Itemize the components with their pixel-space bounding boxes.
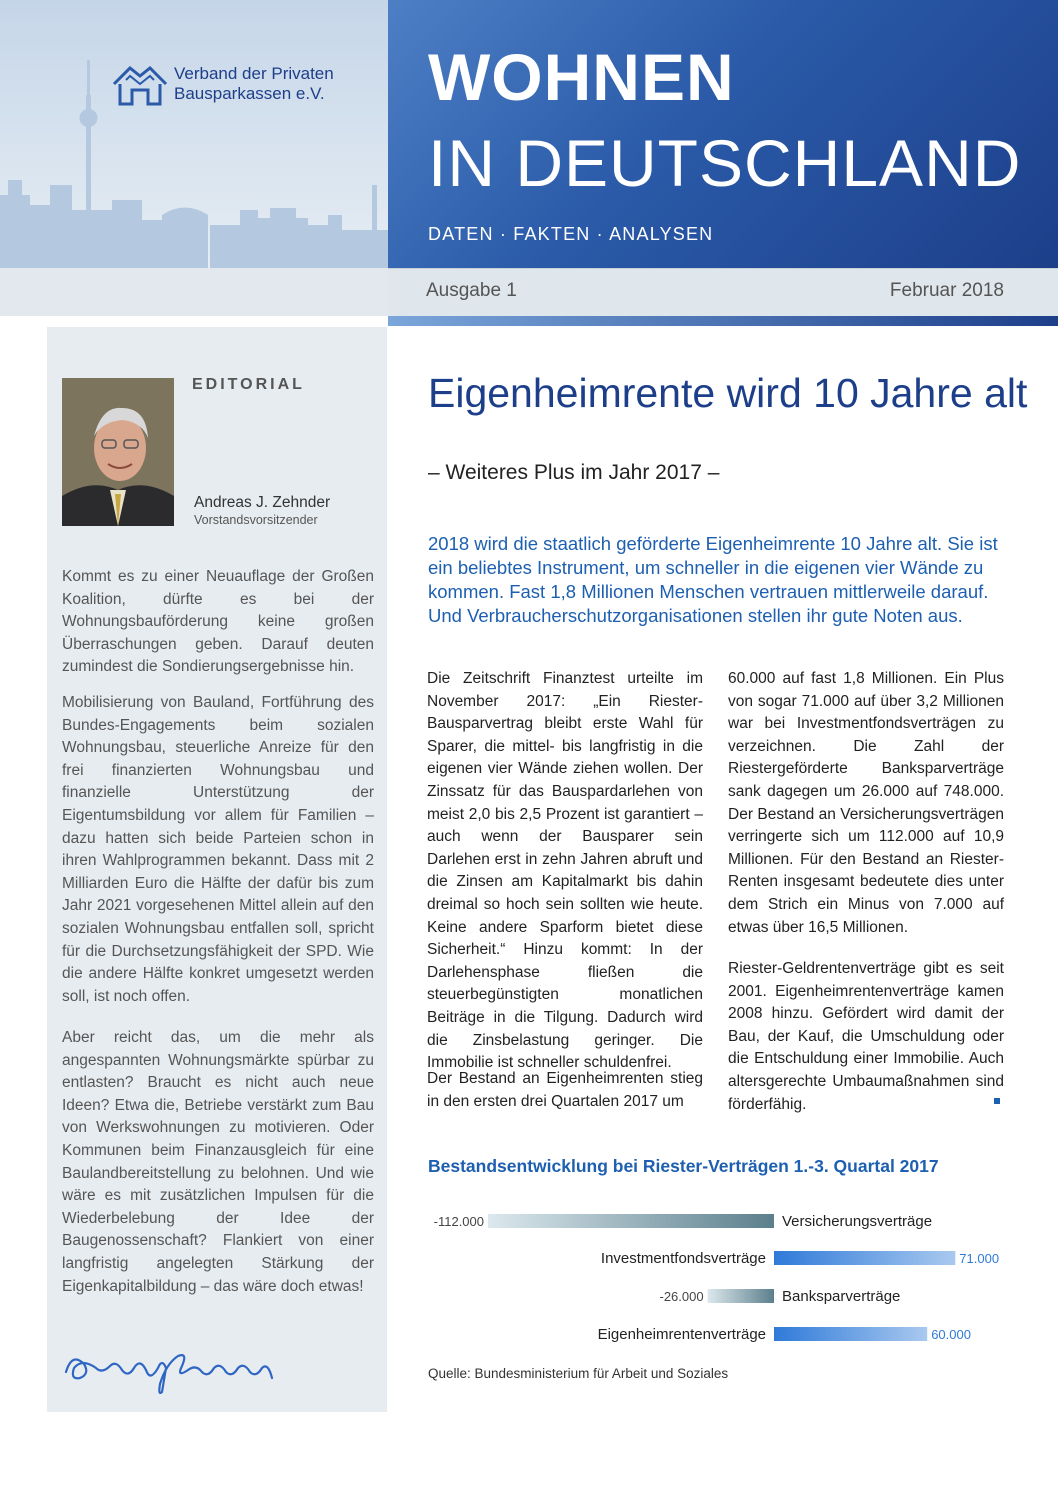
publisher-logo-text [174, 64, 334, 104]
chart-title: Bestandsentwicklung bei Riester-Verträgen 1.-3. Quartal 2017 [428, 1156, 939, 1176]
editorial-label: EDITORIAL [192, 376, 305, 393]
chart-bar [774, 1251, 955, 1265]
header-skyline-panel [0, 0, 388, 268]
author-name: Andreas J. Zehnder [194, 494, 331, 511]
chart-value-label: 60.000 [931, 1327, 971, 1342]
chart-bar [488, 1214, 774, 1228]
riester-bar-chart [420, 1200, 1020, 1360]
article-column2-paragraph1: 60.000 auf fast 1,8 Millionen. Ein Plus von sogar 71.000 auf über 3,2 Millionen war bei Investmentfondsverträgen zu verzeichnen. Die Zahl der Riestergeförderte Banksparverträge sank dagegen um 26.000 auf 748.000. Der Bestand an Versicherungsverträgen verringerte sich um 112.000 auf 10,9 Millionen. Für den Bestand an Riester-Renten insgesamt bedeutete dies unter dem Strich ein Minus von 7.000 auf etwas über 16,5 Millionen. [728, 670, 1004, 936]
article-column1-paragraph2: Der Bestand an Eigenheimrenten stieg in den ersten drei Quartalen 2017 um [427, 1070, 703, 1110]
city-skyline-illustration [0, 0, 388, 268]
author-signature [62, 1338, 282, 1403]
chart-value-label: 71.000 [959, 1251, 1000, 1266]
chart-category-label: Investmentfondsverträge [600, 1250, 766, 1267]
editorial-paragraph: Kommt es zu einer Neuauflage der Großen Koalition, dürfte es bei der Wohnungsbauförderung keine großen Überraschungen geben. Darauf deuten zumindest die Sondierungsergebnisse hin. [62, 568, 374, 676]
magazine-title-line2: IN DEUTSCHLAND [428, 126, 1022, 200]
article-column2-paragraph2: Riester-Geldrentenverträge gibt es seit 2001. Eigenheimrentenverträge kamen 2008 hinzu. Gefördert wird damit der Bau, der Kauf, die Umschuldung oder die Entschuldung einer Immobilie. Auch altersgerechte Umbaumaßnahmen sind förderfähig. [728, 960, 1004, 1113]
editorial-paragraph: Aber reicht das, um die mehr als angespannten Wohnungsmärkte spürbar zu entlasten? Braucht es nicht auch neue Ideen? Etwa die, Betriebe verstärkt zum Bau von Werkswohnungen zu motivieren. Oder Kommunen beim Finanzausgleich für eine Baulandbereitstellung zu belohnen. Und wie wäre es mit zusätzlichen Impulsen für die Wiederbelebung der Idee der Baugenossenschaft? Flankiert von einer langfristig angelegten Stärkung der Eigenkapitalbildung – das wäre doch etwas! [62, 1029, 374, 1295]
article-headline: Eigenheimrente wird 10 Jahre alt [428, 370, 1028, 416]
chart-value-label: -112.000 [433, 1214, 484, 1229]
chart-category-label: Versicherungsverträge [782, 1213, 933, 1230]
issue-date: Februar 2018 [889, 280, 1004, 301]
chart-source: Quelle: Bundesministerium für Arbeit und Soziales [428, 1366, 729, 1381]
issue-bar-left [0, 268, 388, 316]
author-role: Vorstandsvorsitzender [194, 513, 318, 527]
issue-number: Ausgabe 1 [426, 280, 517, 301]
chart-category-label: Eigenheimrentenverträge [597, 1326, 766, 1343]
chart-value-label: -26.000 [659, 1289, 704, 1304]
magazine-title-line1: WOHNEN [428, 40, 735, 114]
chart-category-label: Banksparverträge [782, 1288, 901, 1305]
article-column1-paragraph1: Die Zeitschrift Finanztest urteilte im November 2017: „Ein Riester-Bausparvertrag bleibt erste Wahl für Sparer, die mittel- bis langfristig in die eigenen vier Wände ziehen wollen. Der Zinssatz für das Bauspardarlehen von meist 2,0 bis 2,5 Prozent ist garantiert – auch wenn der Bausparer sein Darlehen erst in zehn Jahren abruft und die Zinsen am Kapitalmarkt bis dahin dreimal so hoch sein sollten wie heute. Keine andere Sparform bietet diese Sicherheit.“ Hinzu kommt: In der Darlehensphase fließen die steuerbegünstigten monatlichen Beiträge in die Tilgung. Dadurch wird die Zinsbelastung geringer. Die Immobilie ist schneller schuldenfrei. [427, 670, 703, 1072]
article-subheadline: – Weiteres Plus im Jahr 2017 – [428, 461, 720, 484]
chart-bar [774, 1327, 927, 1341]
article-lead: 2018 wird die staatlich geförderte Eigenheimrente 10 Jahre alt. Sie ist ein beliebtes Instrument, um schneller in die eigenen vier Wände zu kommen. Fast 1,8 Millionen Menschen vertrauen mittlerweile darauf. Und Verbraucherschutzorganisationen stellen ihr gute Noten aus. [428, 533, 998, 626]
logo-text-line1: Verband der Privaten [174, 64, 334, 83]
logo-text-line2: Bausparkassen e.V. [174, 84, 325, 103]
header-accent-stripe [388, 316, 1058, 326]
article-end-mark [994, 1098, 1000, 1104]
vdpb-house-logo-icon [112, 62, 168, 111]
editorial-paragraph: Mobilisierung von Bauland, Fortführung des Bundes-Engagements beim sozialen Wohnungsbau, steuerliche Anreize für den frei finanzierten Wohnungsbau und finanzielle Unterstützung der Eigentumsbildung vor allem für Familien – dazu hatten sich beide Parteien schon in ihren Wahlprogrammen bekannt. Dass mit 2 Milliarden Euro die Hälfte der dafür bis zum Jahr 2021 vorgesehenen Mittel allein auf den sozialen Wohnungsbau entfallen soll, spricht für die Durchsetzungsfähigkeit der SPD. Wie die andere Hälfte konkret umgesetzt werden soll, ist noch offen. [62, 694, 374, 1005]
chart-bar [708, 1289, 774, 1303]
magazine-subtitle: DATEN · FAKTEN · ANALYSEN [428, 224, 714, 244]
author-photo [62, 378, 174, 526]
